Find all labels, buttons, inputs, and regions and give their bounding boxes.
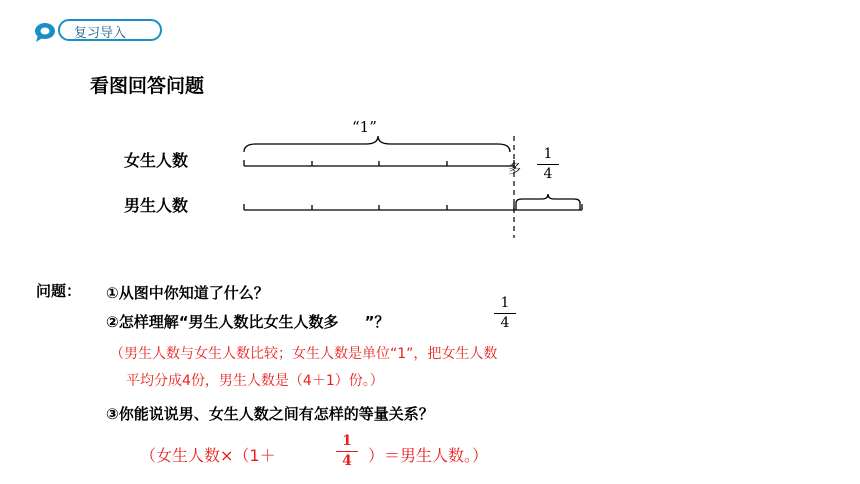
unit-one-label: “1” xyxy=(352,118,377,136)
answer-3-fraction xyxy=(336,434,358,470)
answer-3 xyxy=(140,443,276,466)
fraction-numerator: 1 xyxy=(342,433,352,449)
fraction-numerator: 1 xyxy=(543,146,553,162)
fraction-numerator: 1 xyxy=(500,295,510,311)
extra-brace xyxy=(516,194,580,210)
questions-label: 问题： xyxy=(36,282,82,300)
girls-brace xyxy=(244,136,510,152)
answer-2-line-2: 平均分成4份，男生人数是（4＋1）份。） xyxy=(126,373,384,389)
question-2-fraction xyxy=(494,296,516,332)
question-2 xyxy=(106,311,389,332)
question-2-prefix: ②怎样理解“男生人数比女生人数多 xyxy=(106,313,339,331)
fraction-bar xyxy=(336,451,358,452)
question-2-suffix: ”？ xyxy=(364,313,390,331)
fraction-denominator: 4 xyxy=(500,315,510,332)
fraction-denominator: 4 xyxy=(342,453,352,470)
answer-3-suffix: ）＝男生人数。） xyxy=(368,446,489,465)
question-3: ③你能说说男、女生人数之间有怎样的等量关系？ xyxy=(106,405,434,423)
fraction-bar xyxy=(494,313,516,314)
answer-3-prefix: （女生人数×（1＋ xyxy=(140,446,276,465)
page-title: 看图回答问题 xyxy=(90,75,205,97)
answer-2-line-1: （男生人数与女生人数比较；女生人数是单位“1”，把女生人数 xyxy=(110,346,498,362)
more-label: 多 xyxy=(508,162,522,177)
question-1: ①从图中你知道了什么？ xyxy=(106,284,269,302)
fraction-denominator: 4 xyxy=(543,166,553,183)
badge-label: 复习导入 xyxy=(74,26,127,41)
boys-row-label: 男生人数 xyxy=(124,196,189,215)
girls-row-label: 女生人数 xyxy=(124,151,189,170)
